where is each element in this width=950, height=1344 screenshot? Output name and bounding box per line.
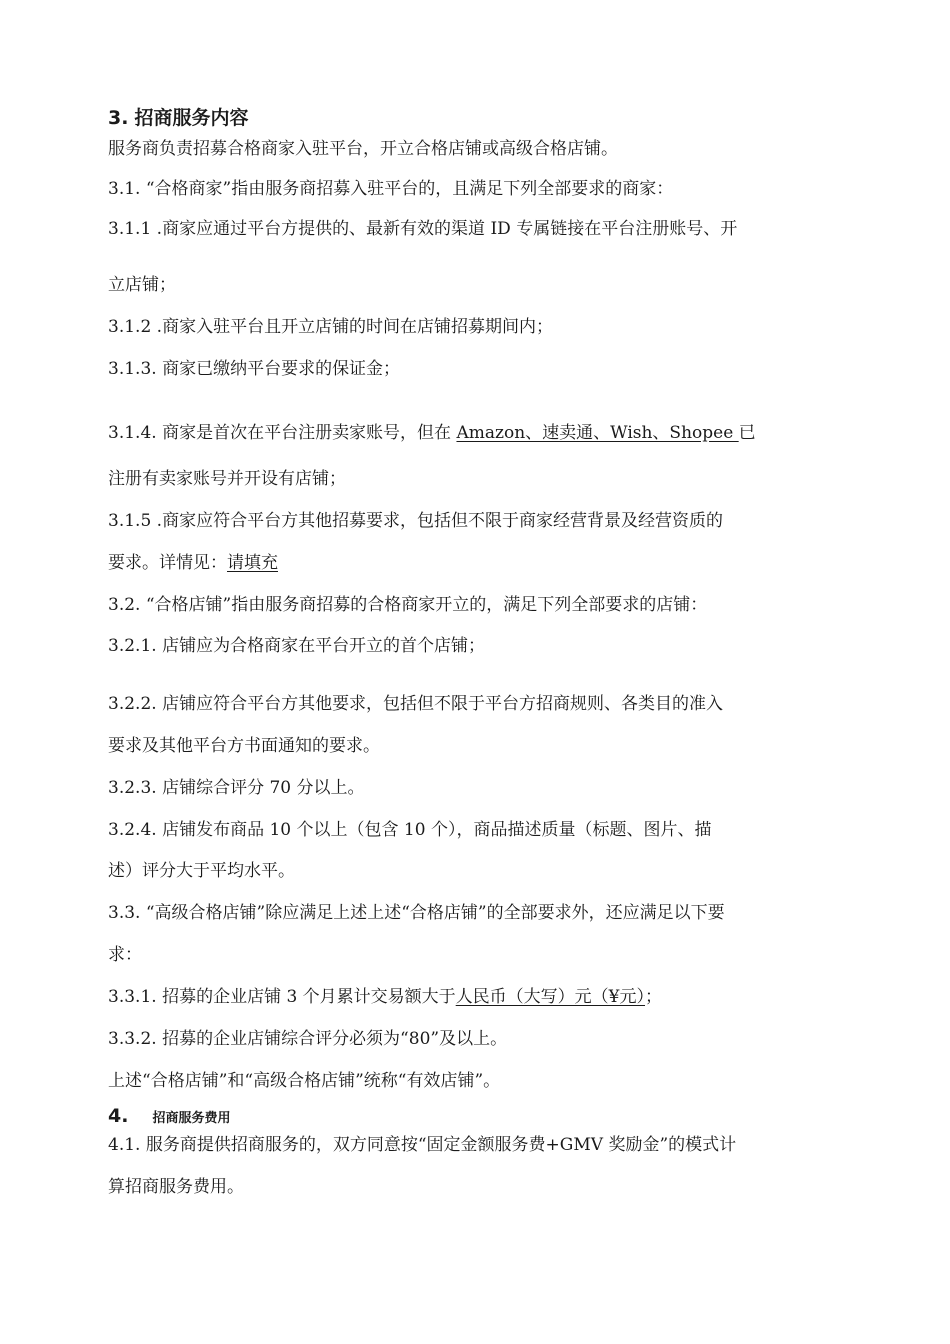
clause-3-1-5-text: 要求。详情见： xyxy=(108,553,227,573)
clause-3-1-4-line2: 注册有卖家账号并开设有店铺； xyxy=(108,469,346,489)
clause-3-3-2: 3.3.2. 招募的企业店铺综合评分必须为“80”及以上。 xyxy=(108,1029,508,1049)
clause-3-2-2-line1: 3.2.2. 店铺应符合平台方其他要求，包括但不限于平台方招商规则、各类目的准入 xyxy=(108,694,724,714)
clause-3-3-1-text: 3.3.1. 招募的企业店铺 3 个月累计交易额大于 xyxy=(108,987,456,1007)
amount-underlined: 人民币（大写）元（¥元） xyxy=(455,987,646,1007)
clause-3-2-2-line2: 要求及其他平台方书面通知的要求。 xyxy=(108,736,380,756)
clause-3-3-1-tail: ； xyxy=(645,987,663,1007)
section-3-number: 3. xyxy=(108,107,129,129)
clause-3-3-line2: 求： xyxy=(108,945,142,965)
clause-3-1-4-tail: 已 xyxy=(738,423,756,443)
clause-3-1-2: 3.1.2 .商家入驻平台且开立店铺的时间在店铺招募期间内； xyxy=(108,317,554,337)
clause-4-1-line2: 算招商服务费用。 xyxy=(108,1177,244,1197)
clause-3-2-4-line1: 3.2.4. 店铺发布商品 10 个以上（包含 10 个），商品描述质量（标题、图片、描 xyxy=(108,820,712,840)
section-4-heading xyxy=(108,1102,843,1130)
clause-3-2-1: 3.2.1. 店铺应为合格商家在平台开立的首个店铺； xyxy=(108,636,486,656)
platform-list-underlined: Amazon、速卖通、Wish、Shopee xyxy=(456,423,739,443)
clause-3-1-4-line1 xyxy=(108,422,843,444)
section-3-heading xyxy=(108,104,843,132)
clause-4-1-line1: 4.1. 服务商提供招商服务的，双方同意按“固定金额服务费+GMV 奖励金”的模式计 xyxy=(108,1135,737,1155)
clause-3-1-3: 3.1.3. 商家已缴纳平台要求的保证金； xyxy=(108,359,401,379)
paragraph-summary: 上述“合格店铺”和“高级合格店铺”统称“有效店铺”。 xyxy=(108,1071,501,1091)
clause-3-3-line1: 3.3. “高级合格店铺”除应满足上述上述“合格店铺”的全部要求外，还应满足以下要 xyxy=(108,903,725,923)
clause-3-1-1-line1: 3.1.1 .商家应通过平台方提供的、最新有效的渠道 ID 专属链接在平台注册账号、开 xyxy=(108,219,738,239)
document-page xyxy=(108,96,843,1198)
clause-3-1-1-line2: 立店铺； xyxy=(108,275,176,295)
section-3-title: 招商服务内容 xyxy=(134,107,249,129)
section-4-number: 4. xyxy=(108,1105,129,1127)
fill-in-placeholder: 请填充 xyxy=(227,553,278,573)
clause-3-1: 3.1. “合格商家”指由服务商招募入驻平台的，且满足下列全部要求的商家： xyxy=(108,179,674,199)
clause-3-2: 3.2. “合格店铺”指由服务商招募的合格商家开立的，满足下列全部要求的店铺： xyxy=(108,595,708,615)
clause-3-2-4-line2: 述）评分大于平均水平。 xyxy=(108,861,295,881)
clause-3-1-5-line2 xyxy=(108,552,843,574)
clause-3-1-4-text: 3.1.4. 商家是首次在平台注册卖家账号，但在 xyxy=(108,423,457,443)
clause-3-1-5-line1: 3.1.5 .商家应符合平台方其他招募要求，包括但不限于商家经营背景及经营资质的 xyxy=(108,511,724,531)
section-4-title: 招商服务费用 xyxy=(152,1111,231,1126)
clause-3-3-1 xyxy=(108,986,843,1008)
clause-3-2-3: 3.2.3. 店铺综合评分 70 分以上。 xyxy=(108,778,365,798)
paragraph-intro: 服务商负责招募合格商家入驻平台，开立合格店铺或高级合格店铺。 xyxy=(108,139,618,159)
